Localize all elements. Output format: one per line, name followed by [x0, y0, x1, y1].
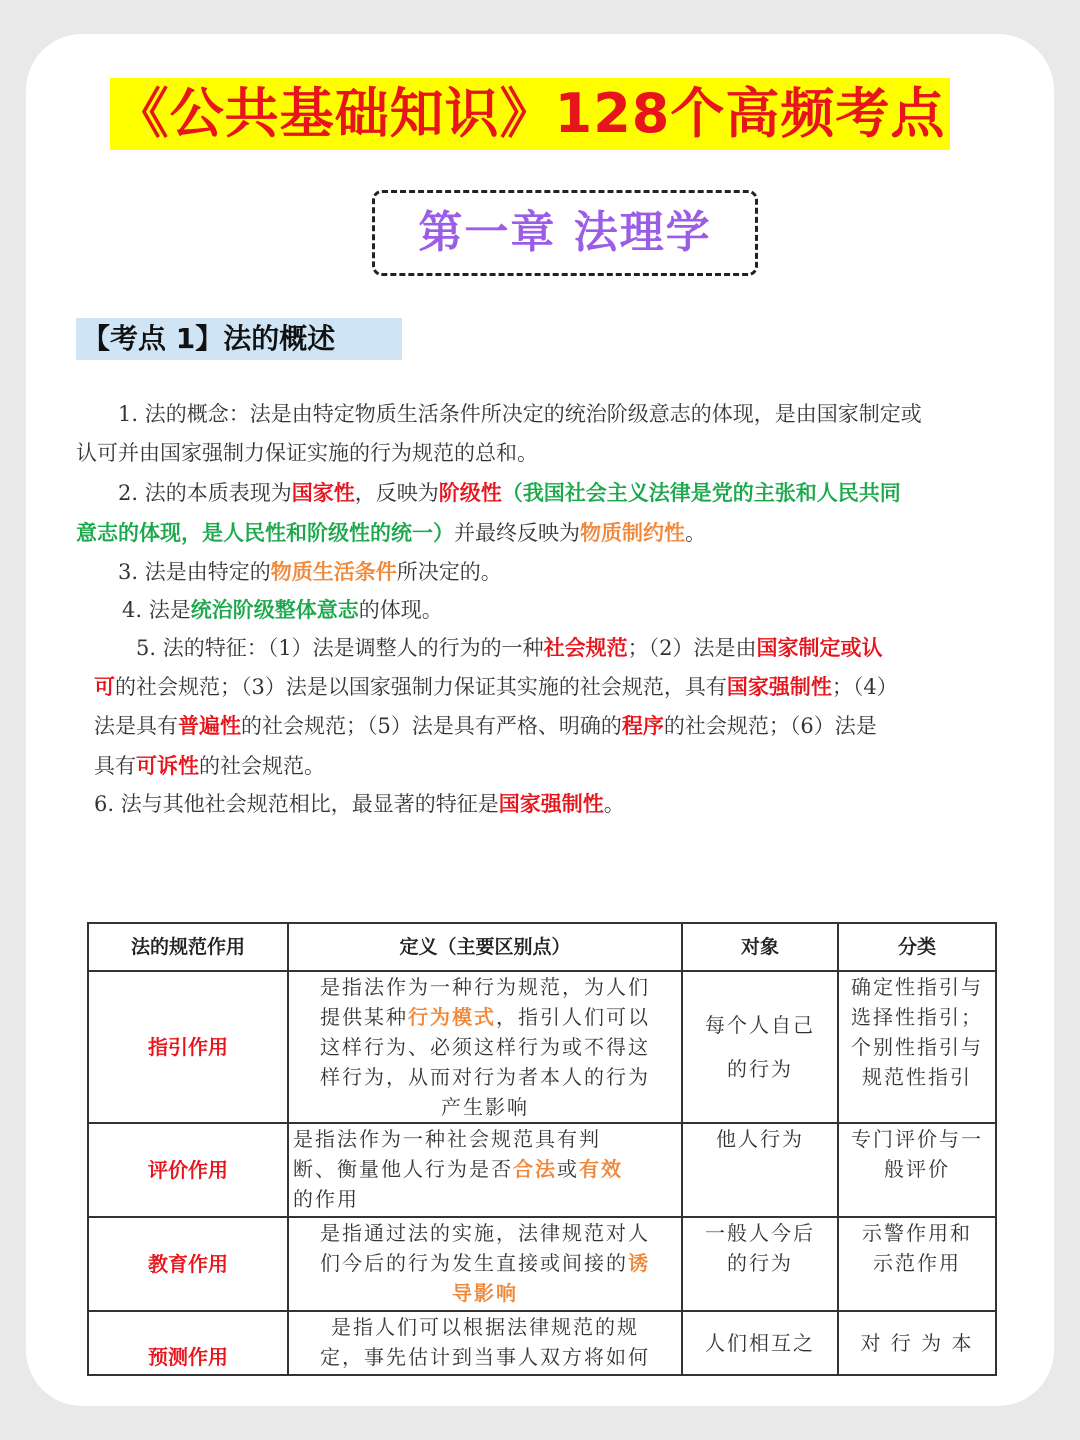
- def-keyword: 导影响: [452, 1281, 518, 1305]
- p5-keyword: 国家制定或认: [756, 636, 883, 660]
- table-header: 定义（主要区别点）: [288, 923, 682, 971]
- section-heading: 【考点 1】法的概述: [82, 322, 336, 355]
- p5-line4: [94, 747, 325, 786]
- def-line: 的作用: [293, 1187, 359, 1211]
- p3-keyword: 物质生活条件: [270, 560, 397, 584]
- p1-line1: 1. 法的概念：法是由特定物质生活条件所决定的统治阶级意志的体现，是由国家制定或: [118, 402, 922, 426]
- row-object: [682, 971, 838, 1123]
- row-object: 他人行为: [682, 1123, 838, 1217]
- cls-line: 专门评价与一: [851, 1127, 983, 1151]
- obj-line: 的行为: [727, 1057, 793, 1081]
- def-line: 是指通过法的实施，法律规范对人: [320, 1221, 650, 1245]
- p4-text: 的体现。: [358, 598, 443, 622]
- p5-keyword: 可: [94, 675, 115, 699]
- chapter-title: 第一章 法理学: [418, 207, 712, 258]
- table-row: [88, 1311, 996, 1375]
- p4-text: 4. 法是: [122, 598, 191, 622]
- p5-keyword: 可诉性: [136, 754, 199, 778]
- p2-text: 并最终反映为: [454, 521, 580, 545]
- p6-line: [94, 785, 625, 824]
- def-text: 提供某种: [320, 1005, 408, 1029]
- p5-line1: [136, 629, 882, 668]
- cls-line: 示警作用和: [862, 1221, 972, 1245]
- p2-green-text: （我国社会主义法律是党的主张和人民共同: [501, 481, 901, 505]
- table-header: 对象: [682, 923, 838, 971]
- def-line: 是指法作为一种社会规范具有判: [293, 1127, 601, 1151]
- p6-keyword: 国家强制性: [498, 792, 604, 816]
- p5-text: ；（2）法是由: [627, 636, 757, 660]
- table-header: 分类: [838, 923, 996, 971]
- obj-line: 一般人今后: [705, 1221, 815, 1245]
- p5-text: 的社会规范。: [199, 754, 325, 778]
- row-name: 指引作用: [88, 971, 288, 1123]
- p3-text: 3. 法是由特定的: [118, 560, 271, 584]
- row-definition: [288, 971, 682, 1123]
- cls-line: 个别性指引与: [851, 1035, 983, 1059]
- row-name: 评价作用: [88, 1123, 288, 1217]
- norm-function-table: [87, 922, 997, 1376]
- def-keyword: 合法: [513, 1157, 557, 1181]
- row-name: 预测作用: [88, 1311, 288, 1375]
- p5-keyword: 普遍性: [178, 714, 241, 738]
- p5-text: 法是具有: [94, 714, 178, 738]
- p3-text: 所决定的。: [396, 560, 502, 584]
- row-classification: 对 行 为 本: [838, 1311, 996, 1375]
- p1-line2: 认可并由国家强制力保证实施的行为规范的总和。: [76, 441, 538, 465]
- def-text: 断、衡量他人行为是否: [293, 1157, 513, 1181]
- row-classification: [838, 1123, 996, 1217]
- cls-line: 规范性指引: [862, 1065, 972, 1089]
- p4-keyword: 统治阶级整体意志: [190, 598, 359, 622]
- p5-keyword: 程序: [621, 714, 664, 738]
- def-text: 们今后的行为发生直接或间接的: [320, 1251, 628, 1275]
- p2-text: 2. 法的本质表现为: [118, 481, 292, 505]
- def-line: 是指人们可以根据法律规范的规: [331, 1315, 639, 1339]
- cls-line: 示范作用: [873, 1251, 961, 1275]
- def-line: [293, 1154, 677, 1184]
- row-classification: [838, 1217, 996, 1311]
- table-header-row: [88, 923, 996, 971]
- def-text: 或: [557, 1157, 579, 1181]
- row-object: [682, 1217, 838, 1311]
- page-card: [26, 34, 1054, 1406]
- p2-text: 。: [685, 521, 706, 545]
- p5-text: 具有: [94, 754, 136, 778]
- obj-line: 每个人自己: [705, 1013, 815, 1037]
- obj-line: 的行为: [727, 1251, 793, 1275]
- p6-text: 6. 法与其他社会规范相比，最显著的特征是: [94, 792, 499, 816]
- row-definition: [288, 1123, 682, 1217]
- p2-keyword: 国家性: [291, 481, 355, 505]
- row-object: 人们相互之: [682, 1311, 838, 1375]
- chapter-box: [372, 190, 758, 276]
- p5-keyword: 国家强制性: [726, 675, 832, 699]
- p2-keyword: 物质制约性: [580, 521, 685, 545]
- row-name: 教育作用: [88, 1217, 288, 1311]
- p6-text: 。: [603, 792, 625, 816]
- def-line: 定，事先估计到当事人双方将如何: [320, 1345, 650, 1369]
- page-title: 《公共基础知识》128个高频考点: [114, 82, 946, 145]
- def-line: 这样行为、必须这样行为或不得这: [320, 1035, 650, 1059]
- p2-text: ，反映为: [354, 481, 439, 505]
- p5-keyword: 社会规范: [543, 636, 628, 660]
- cls-line: 确定性指引与: [851, 975, 983, 999]
- def-line: 产生影响: [441, 1095, 529, 1119]
- table-row: [88, 971, 996, 1123]
- def-text: ，指引人们可以: [496, 1005, 650, 1029]
- p2-line1: [118, 474, 901, 513]
- def-line: 样行为，从而对行为者本人的行为: [320, 1065, 650, 1089]
- def-line: [293, 1002, 677, 1032]
- cls-line: 选择性指引；: [851, 1005, 983, 1029]
- row-definition: [288, 1217, 682, 1311]
- def-keyword: 诱: [628, 1251, 650, 1275]
- p5-text: 的社会规范；（6）法是: [663, 714, 877, 738]
- p4-line: [122, 591, 443, 630]
- table-row: [88, 1217, 996, 1311]
- p5-text: 5. 法的特征：（1）法是调整人的行为的一种: [136, 636, 544, 660]
- def-keyword: 有效: [579, 1157, 623, 1181]
- p5-line2: [94, 668, 898, 707]
- table-header: 法的规范作用: [88, 923, 288, 971]
- p2-line2: [76, 514, 706, 553]
- table-row: [88, 1123, 996, 1217]
- def-line: 是指法作为一种行为规范，为人们: [320, 975, 650, 999]
- p3-line: [118, 553, 502, 592]
- def-line: [293, 1248, 677, 1278]
- p5-text: 的社会规范；（3）法是以国家强制力保证其实施的社会规范，具有: [115, 675, 727, 699]
- p2-keyword: 阶级性: [438, 481, 502, 505]
- row-definition: [288, 1311, 682, 1375]
- def-keyword: 行为模式: [408, 1005, 496, 1029]
- p2-green-text: 意志的体现，是人民性和阶级性的统一）: [76, 521, 454, 545]
- p5-text: ；（4）: [831, 675, 898, 699]
- cls-line: 般评价: [884, 1157, 950, 1181]
- p5-text: 的社会规范；（5）法是具有严格、明确的: [241, 714, 622, 738]
- p5-line3: [94, 707, 877, 746]
- row-classification: [838, 971, 996, 1123]
